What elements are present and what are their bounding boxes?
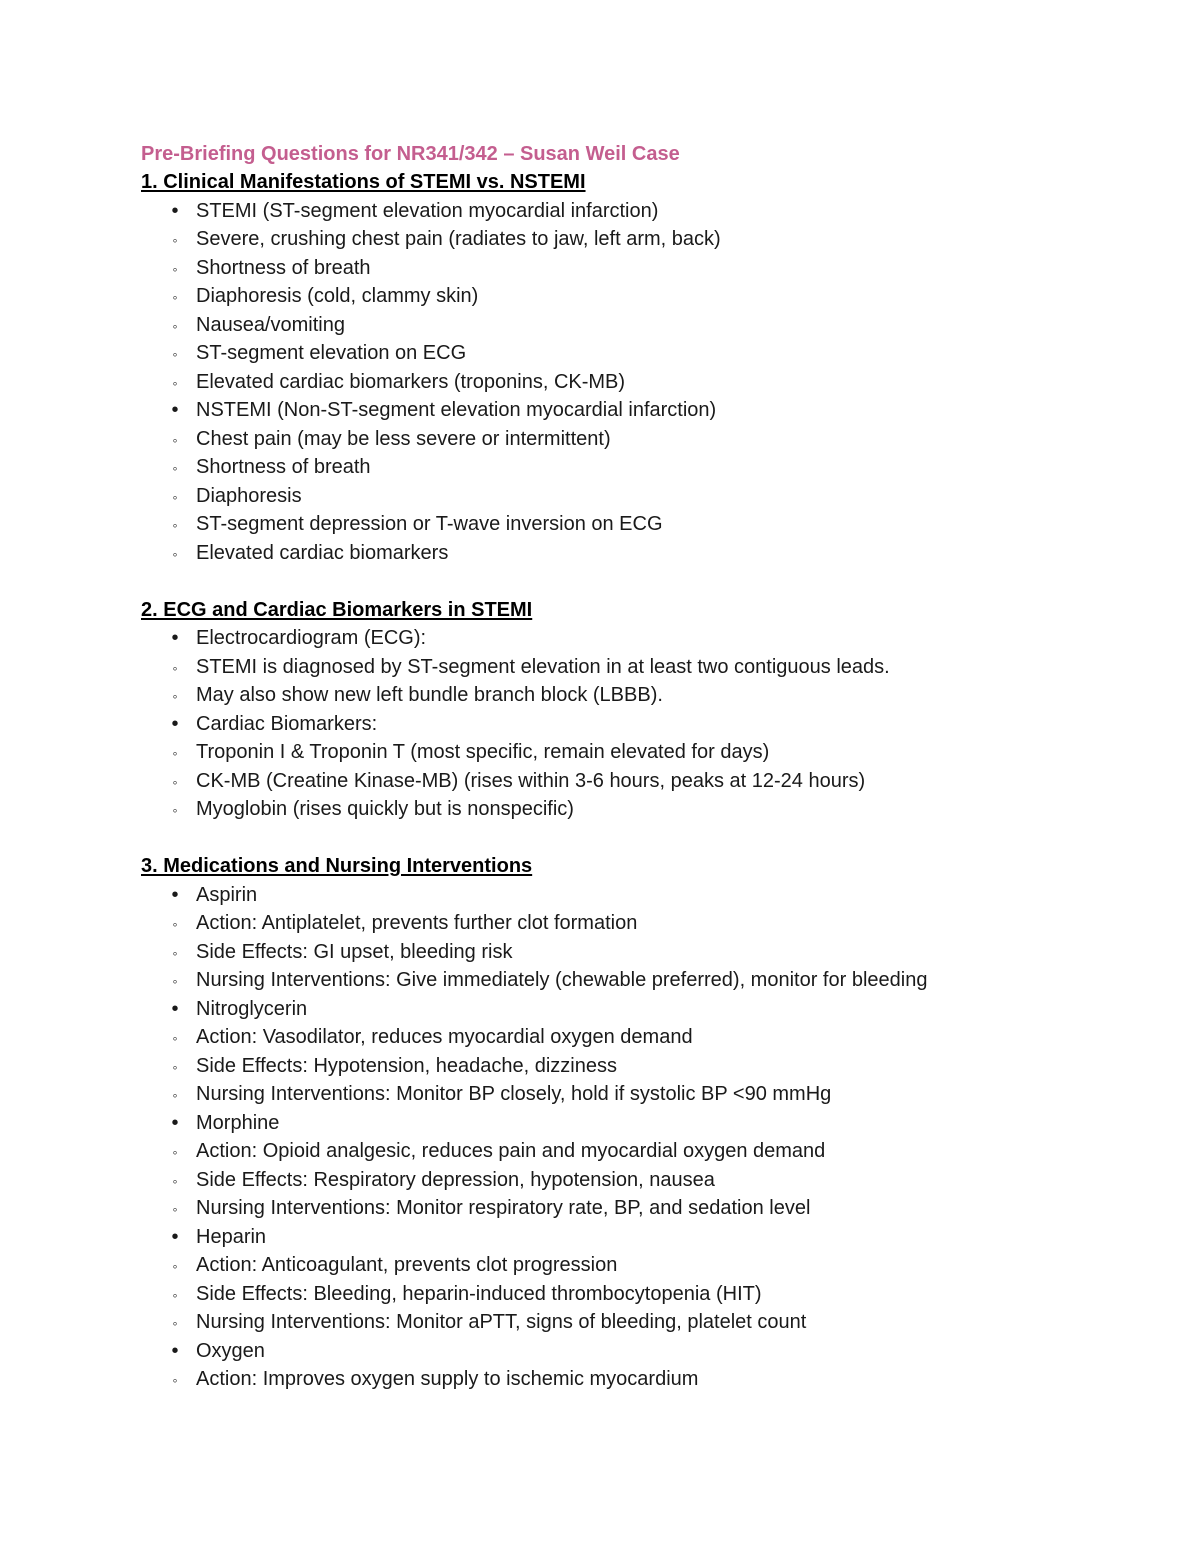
list-item [141,1109,1121,1138]
list-item-text: Side Effects: Respiratory depression, hypotension, nausea [196,1168,715,1191]
hollow-bullet-icon [165,1280,185,1310]
sub-list-item [141,282,1121,311]
list-item-text: ST-segment depression or T-wave inversion on ECG [196,513,663,535]
hollow-bullet-icon [165,1023,185,1053]
list-item-text: Diaphoresis [196,484,302,507]
list-item-text: Nursing Interventions: Give immediately (chewable preferred), monitor for bleeding [196,969,928,991]
section-heading-clinical-manifestations: 1. Clinical Manifestations of STEMI vs. NSTEMI [141,171,586,193]
bullet-icon [165,881,185,910]
list-item [141,881,1121,910]
sub-list-item [141,453,1121,482]
list-item-text: Troponin I & Troponin T (most specific, remain elevated for days) [196,741,770,763]
hollow-bullet-icon [165,938,185,968]
section-spacer [141,824,1121,853]
sub-list-item [141,1194,1121,1223]
list-item-text: May also show new left bundle branch block (LBBB). [196,684,663,706]
sub-list-item [141,311,1121,340]
list-item-text: Nursing Interventions: Monitor BP closely, hold if systolic BP <90 mmHg [196,1083,832,1105]
hollow-bullet-icon [165,1194,185,1224]
list-item-text: Action: Vasodilator, reduces myocardial oxygen demand [196,1026,693,1048]
sub-list-item [141,482,1121,511]
bullet-icon [165,1223,185,1252]
sub-list-item [141,653,1121,682]
list-item [141,710,1121,739]
list-item [141,1337,1121,1366]
hollow-bullet-icon [165,510,185,540]
document-title: Pre-Briefing Questions for NR341/342 – Susan Weil Case [141,143,680,165]
sub-list-item [141,1251,1121,1280]
list-item [141,1223,1121,1252]
section-spacer [141,567,1121,596]
list-item [141,396,1121,425]
hollow-bullet-icon [165,254,185,284]
list-item-text: Elevated cardiac biomarkers (troponins, CK-MB) [196,370,626,393]
list-item-text: Aspirin [196,883,258,906]
sub-list-item [141,254,1121,283]
sub-list-item [141,795,1121,824]
bullet-icon [165,1337,185,1366]
hollow-bullet-icon [165,1137,185,1167]
sub-list-item [141,539,1121,568]
list-item-text: STEMI is diagnosed by ST-segment elevation in at least two contiguous leads. [196,655,890,678]
list-item [141,995,1121,1024]
section-list-clinical-manifestations [141,197,1121,568]
sub-list-item [141,1023,1121,1052]
list-item-text: Severe, crushing chest pain (radiates to jaw, left arm, back) [196,228,721,250]
hollow-bullet-icon [165,311,185,341]
hollow-bullet-icon [165,681,185,711]
list-item-text: Side Effects: GI upset, bleeding risk [196,940,513,963]
list-item-text: STEMI (ST-segment elevation myocardial infarction) [196,199,659,222]
bullet-icon [165,396,185,425]
hollow-bullet-icon [165,368,185,398]
hollow-bullet-icon [165,795,185,825]
hollow-bullet-icon [165,1308,185,1338]
bullet-icon [165,710,185,739]
sub-list-item [141,1365,1121,1394]
hollow-bullet-icon [165,1080,185,1110]
list-item-text: Nausea/vomiting [196,313,345,336]
sub-list-item [141,368,1121,397]
list-item-text: CK-MB (Creatine Kinase-MB) (rises within 3-6 hours, peaks at 12-24 hours) [196,769,866,792]
section-heading-medications: 3. Medications and Nursing Interventions [141,855,533,877]
list-item-text: Action: Anticoagulant, prevents clot progression [196,1254,618,1276]
sub-list-item [141,225,1121,254]
section-list-medications [141,881,1121,1394]
sub-list-item [141,966,1121,995]
sub-list-item [141,425,1121,454]
sub-list-item [141,1080,1121,1109]
hollow-bullet-icon [165,1052,185,1082]
list-item-text: Chest pain (may be less severe or intermittent) [196,427,611,450]
list-item-text: Elevated cardiac biomarkers [196,541,449,564]
hollow-bullet-icon [165,225,185,255]
document-page [141,140,1121,1394]
hollow-bullet-icon [165,909,185,939]
list-item-text: Nursing Interventions: Monitor aPTT, signs of bleeding, platelet count [196,1311,807,1333]
sub-list-item [141,339,1121,368]
section-heading-ecg-biomarkers: 2. ECG and Cardiac Biomarkers in STEMI [141,598,533,621]
hollow-bullet-icon [165,339,185,369]
sub-list-item [141,510,1121,539]
list-item-text: Action: Opioid analgesic, reduces pain and myocardial oxygen demand [196,1140,826,1162]
list-item-text: Nitroglycerin [196,997,308,1020]
list-item [141,197,1121,226]
section-list-ecg-biomarkers [141,624,1121,824]
hollow-bullet-icon [165,482,185,512]
hollow-bullet-icon [165,282,185,312]
hollow-bullet-icon [165,453,185,483]
hollow-bullet-icon [165,738,185,768]
list-item-text: Cardiac Biomarkers: [196,712,378,735]
sub-list-item [141,681,1121,710]
list-item-text: Shortness of breath [196,256,371,279]
hollow-bullet-icon [165,425,185,455]
list-item-text: Heparin [196,1225,267,1248]
sub-list-item [141,738,1121,767]
hollow-bullet-icon [165,1251,185,1281]
list-item-text: NSTEMI (Non-ST-segment elevation myocardial infarction) [196,399,717,421]
sub-list-item [141,767,1121,796]
sub-list-item [141,1052,1121,1081]
sub-list-item [141,1137,1121,1166]
sub-list-item [141,938,1121,967]
hollow-bullet-icon [165,966,185,996]
list-item-text: ST-segment elevation on ECG [196,342,467,364]
hollow-bullet-icon [165,1365,185,1395]
sub-list-item [141,1280,1121,1309]
list-item-text: Shortness of breath [196,456,371,478]
bullet-icon [165,995,185,1024]
list-item-text: Action: Improves oxygen supply to ischemic myocardium [196,1368,699,1390]
sub-list-item [141,1166,1121,1195]
bullet-icon [165,197,185,226]
list-item [141,624,1121,653]
list-item-text: Action: Antiplatelet, prevents further clot formation [196,912,638,934]
list-item-text: Nursing Interventions: Monitor respiratory rate, BP, and sedation level [196,1197,811,1219]
hollow-bullet-icon [165,539,185,569]
bullet-icon [165,624,185,653]
hollow-bullet-icon [165,1166,185,1196]
list-item-text: Diaphoresis (cold, clammy skin) [196,285,479,307]
list-item-text: Electrocardiogram (ECG): [196,627,427,649]
list-item-text: Myoglobin (rises quickly but is nonspecific) [196,798,574,820]
list-item-text: Oxygen [196,1339,265,1362]
list-item-text: Side Effects: Hypotension, headache, dizziness [196,1054,617,1077]
sub-list-item [141,1308,1121,1337]
bullet-icon [165,1109,185,1138]
list-item-text: Morphine [196,1111,280,1134]
list-item-text: Side Effects: Bleeding, heparin-induced thrombocytopenia (HIT) [196,1282,762,1305]
sub-list-item [141,909,1121,938]
hollow-bullet-icon [165,653,185,683]
hollow-bullet-icon [165,767,185,797]
